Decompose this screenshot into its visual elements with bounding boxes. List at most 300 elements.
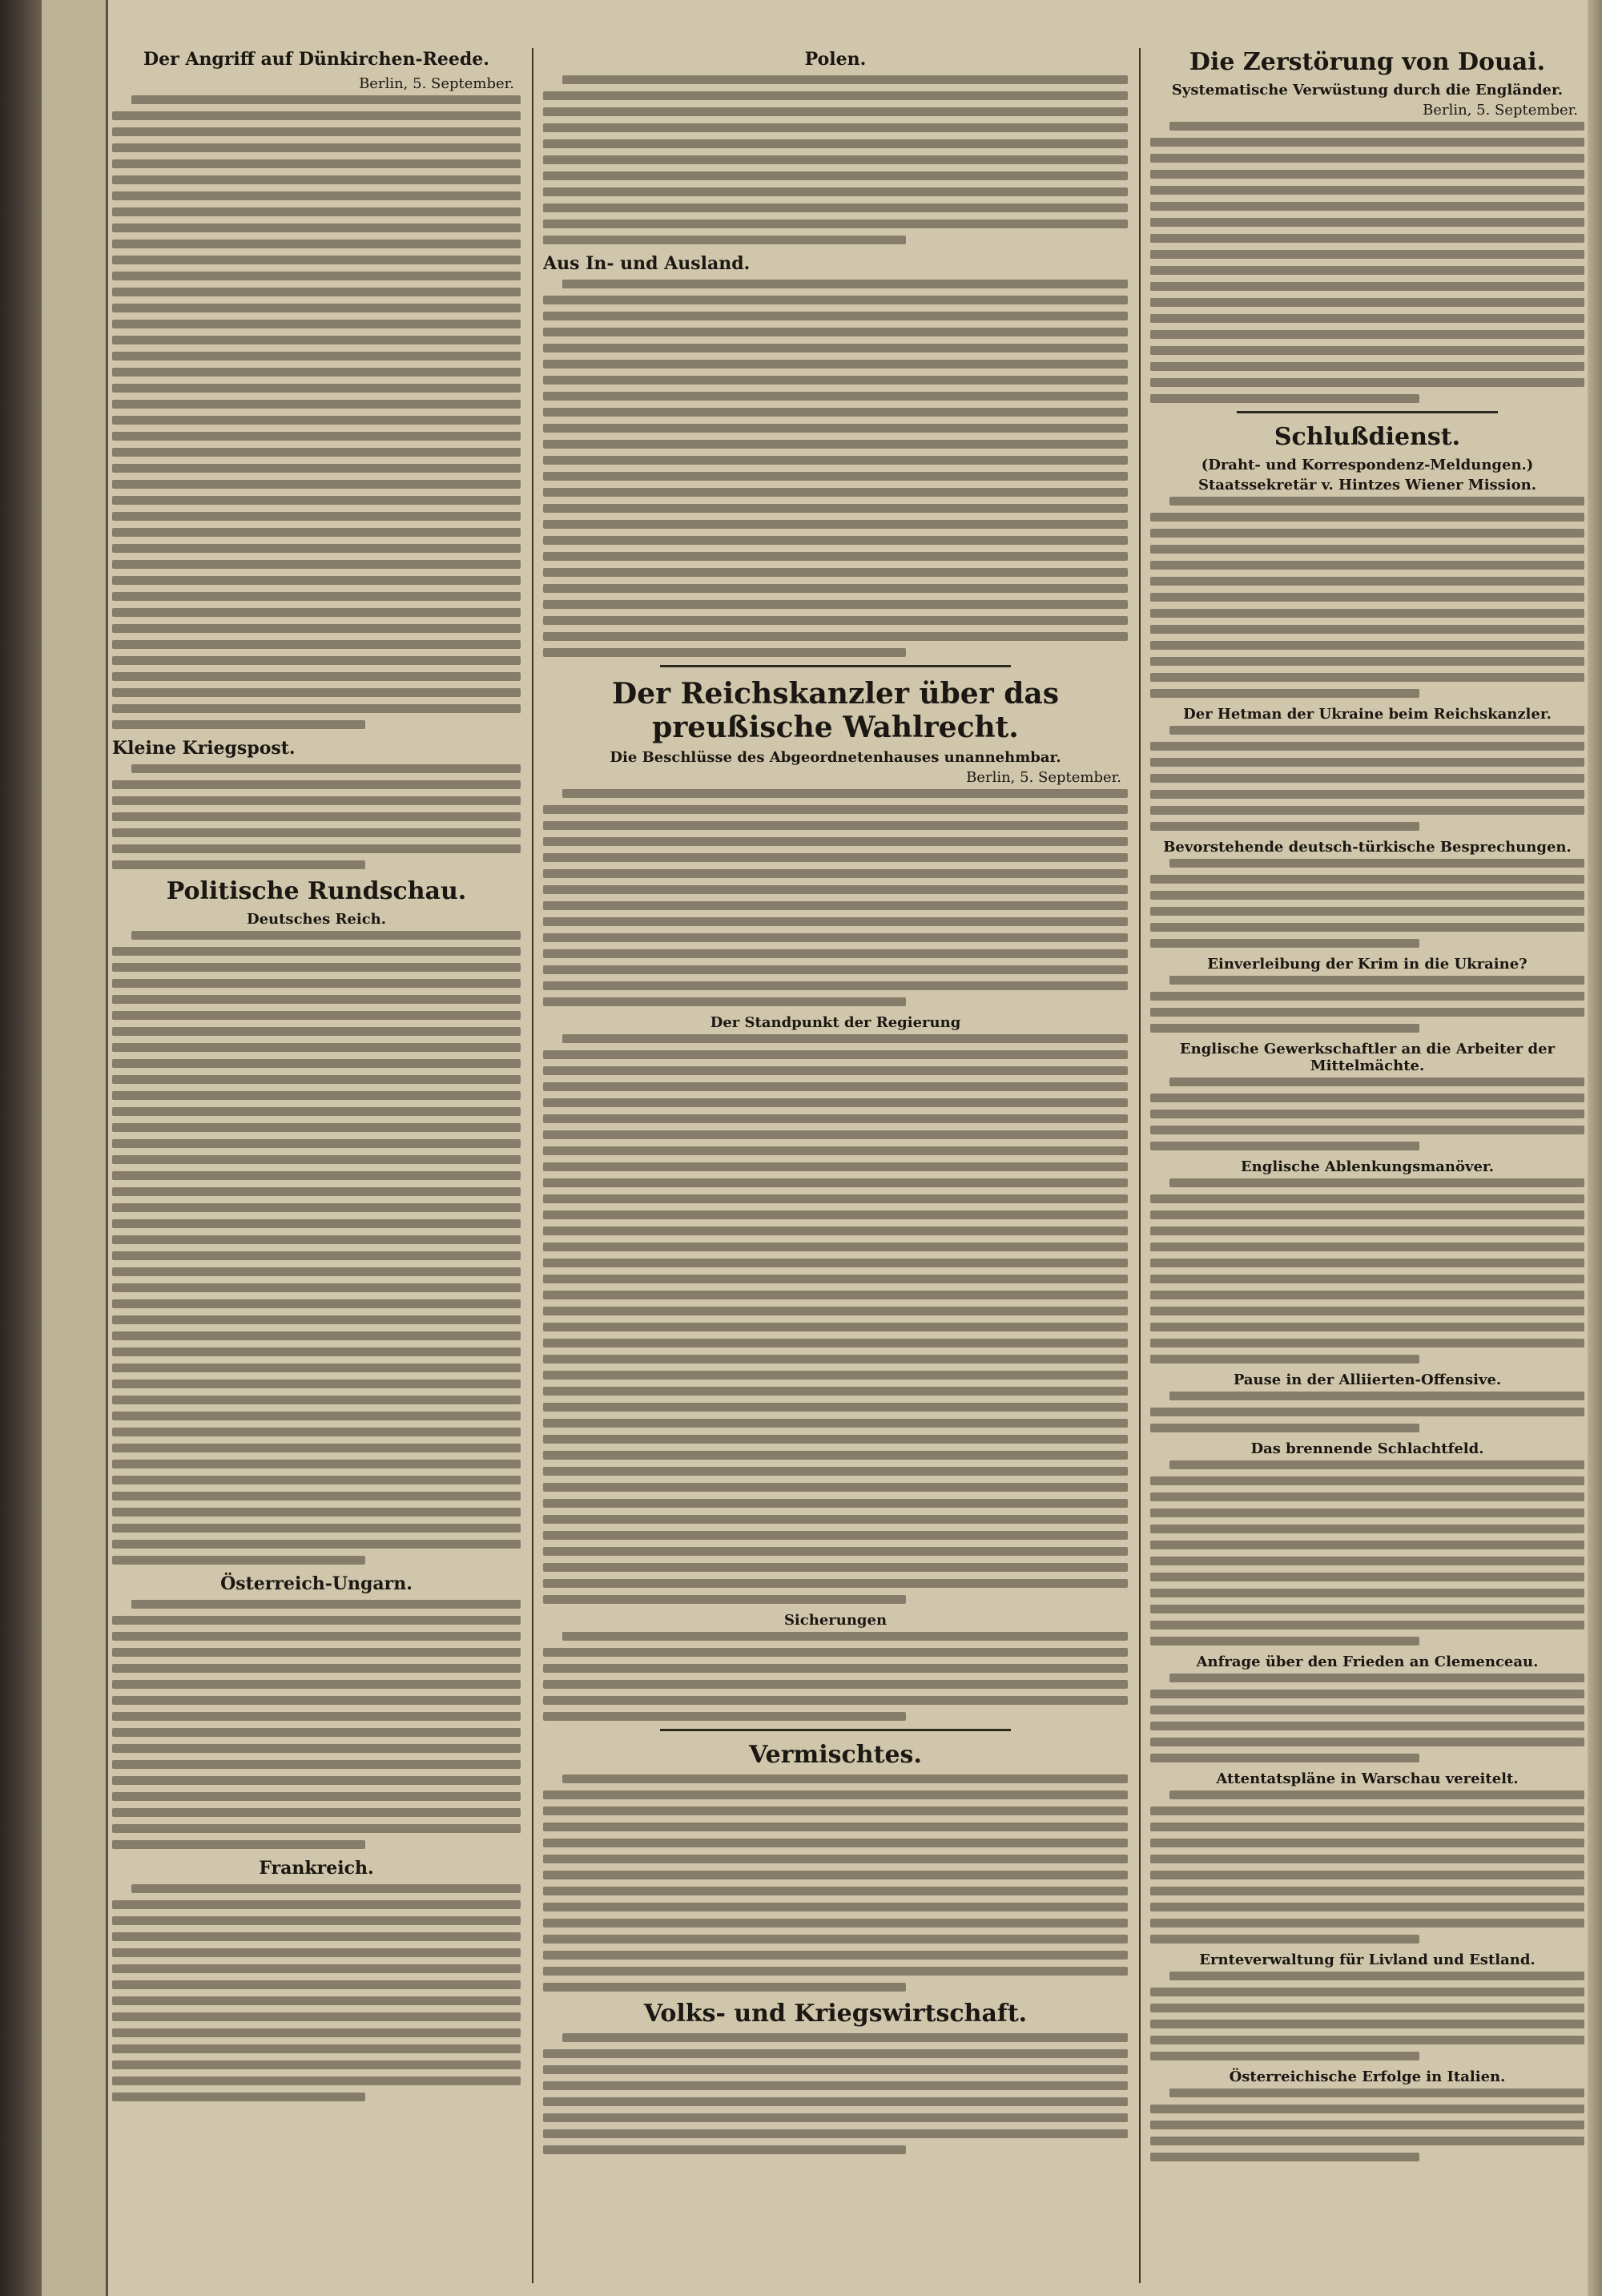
text-line (1150, 250, 1584, 259)
text-line (112, 400, 521, 409)
text-line (1150, 314, 1584, 323)
text-line (543, 1547, 1128, 1556)
text-line (1150, 1307, 1584, 1315)
text-line (543, 328, 1128, 336)
article-body (1150, 1078, 1584, 1150)
text-line (543, 1712, 906, 1721)
text-line (543, 1403, 1128, 1412)
text-line (543, 616, 1128, 625)
text-line (1150, 939, 1419, 948)
text-line (543, 1967, 1128, 1976)
text-line (543, 1696, 1128, 1705)
text-line (543, 1919, 1128, 1927)
text-line (543, 171, 1128, 180)
text-line (543, 584, 1128, 593)
text-line (1150, 346, 1584, 355)
text-line (1150, 593, 1584, 602)
text-line (543, 869, 1128, 878)
text-line (112, 1075, 521, 1084)
text-line (1150, 1008, 1584, 1017)
text-line (112, 1492, 521, 1500)
text-line (112, 207, 521, 216)
text-line (112, 1171, 521, 1180)
text-line (112, 1299, 521, 1308)
text-line (543, 1355, 1128, 1364)
text-line (1150, 1227, 1584, 1235)
text-line (112, 995, 521, 1004)
section-divider (660, 665, 1011, 667)
section-subheading: Deutsches Reich. (246, 911, 387, 928)
text-line (112, 2028, 521, 2037)
text-line (543, 1275, 1128, 1283)
text-line (112, 1744, 521, 1753)
text-line (1150, 362, 1584, 371)
newspaper-page (112, 48, 1584, 2283)
text-line (543, 1259, 1128, 1267)
text-line (1150, 1243, 1584, 1251)
text-line (1150, 1210, 1584, 1219)
text-line (1150, 992, 1584, 1001)
headline-politische-rundschau: Politische Rundschau. (166, 877, 467, 905)
text-line (112, 464, 521, 473)
article-body (1150, 1972, 1584, 2060)
text-line (543, 1082, 1128, 1091)
text-line (112, 828, 521, 837)
article-body (543, 75, 1128, 244)
text-line (1150, 1807, 1584, 1815)
text-line (112, 1219, 521, 1228)
text-line (1150, 394, 1419, 403)
article-subheading: Die Beschlüsse des Abgeordnetenhauses unannehmbar. (610, 749, 1061, 766)
text-line (1150, 330, 1584, 339)
text-line (1150, 1887, 1584, 1895)
article-body (1150, 1674, 1584, 1762)
text-line (112, 1808, 521, 1817)
text-line (543, 917, 1128, 926)
kicker-heading: Pause in der Alliierten-Offensive. (1233, 1372, 1502, 1388)
dateline: Berlin, 5. September. (359, 75, 514, 92)
text-line (112, 240, 521, 248)
kicker-heading: Attentatspläne in Warschau vereitelt. (1216, 1770, 1519, 1787)
text-line (1169, 1674, 1584, 1682)
text-line (112, 336, 521, 344)
text-line (112, 624, 521, 633)
text-line (543, 568, 1128, 577)
text-line (112, 1648, 521, 1657)
text-line (112, 963, 521, 972)
text-line (543, 1467, 1128, 1476)
text-line (543, 1983, 906, 1992)
article-body (112, 1600, 521, 1849)
text-line (543, 1130, 1128, 1139)
text-line (1150, 1706, 1584, 1714)
text-line (543, 1664, 1128, 1673)
text-line (112, 1235, 521, 1244)
text-line (543, 632, 1128, 641)
text-line (1150, 1919, 1584, 1927)
section-divider (1237, 411, 1497, 413)
text-line (1150, 1690, 1584, 1698)
text-line (112, 544, 521, 553)
text-line (112, 224, 521, 232)
article-body (112, 1884, 521, 2101)
text-line (112, 1347, 521, 1356)
text-line (112, 672, 521, 681)
article-body (1150, 859, 1584, 948)
article-body (1150, 1392, 1584, 1432)
text-line (1169, 1178, 1584, 1187)
text-line (543, 1098, 1128, 1107)
headline-douai: Die Zerstörung von Douai. (1189, 48, 1546, 76)
text-line (543, 536, 1128, 545)
kicker-heading: Anfrage über den Frieden an Clemenceau. (1196, 1654, 1539, 1670)
section-divider (660, 1729, 1011, 1731)
text-line (112, 1091, 521, 1100)
dateline: Berlin, 5. September. (966, 769, 1121, 786)
text-line (543, 805, 1128, 814)
text-line (1150, 1855, 1584, 1863)
text-line (543, 360, 1128, 369)
text-line (112, 1444, 521, 1452)
text-line (112, 1776, 521, 1785)
text-line (1169, 1078, 1584, 1086)
text-line (112, 432, 521, 441)
text-line (1150, 2121, 1584, 2129)
text-line (543, 1648, 1128, 1657)
text-line (112, 656, 521, 665)
text-line (543, 901, 1128, 910)
headline-dunkirchen: Der Angriff auf Dünkirchen-Reede. (143, 49, 489, 70)
text-line (1150, 673, 1584, 682)
text-line (1150, 1935, 1419, 1944)
text-line (1169, 1972, 1584, 1980)
text-line (543, 1371, 1128, 1380)
text-line (112, 1508, 521, 1517)
text-line (543, 296, 1128, 304)
book-binding (0, 0, 42, 2296)
text-line (112, 1027, 521, 1036)
text-line (1150, 822, 1419, 831)
text-line (112, 640, 521, 649)
text-line (543, 408, 1128, 417)
text-line (1150, 529, 1584, 538)
text-line (112, 1616, 521, 1625)
headline-reichskanzler: Der Reichskanzler über das preußische Wahlrecht. (612, 677, 1059, 744)
text-line (1169, 2089, 1584, 2097)
text-line (112, 111, 521, 120)
column-left (112, 48, 521, 2283)
text-line (1150, 1738, 1584, 1746)
text-line (543, 155, 1128, 164)
text-line (1150, 378, 1584, 387)
text-line (1169, 122, 1584, 131)
text-line (543, 1951, 1128, 1960)
text-line (543, 1435, 1128, 1444)
text-line (543, 1114, 1128, 1123)
text-line (112, 127, 521, 136)
text-line (112, 448, 521, 457)
text-line (543, 1194, 1128, 1203)
text-line (112, 1412, 521, 1420)
article-body (1150, 1178, 1584, 1364)
column-middle (543, 48, 1128, 2283)
headline-frankreich: Frankreich. (259, 1858, 374, 1879)
text-line (1150, 923, 1584, 932)
text-line (543, 1871, 1128, 1879)
article-body (1150, 2089, 1584, 2161)
article-body (1150, 1460, 1584, 1645)
text-line (543, 456, 1128, 465)
text-line (1150, 1525, 1584, 1533)
text-line (1150, 1509, 1584, 1517)
text-line (112, 528, 521, 537)
text-line (1150, 1275, 1584, 1283)
text-line (1169, 497, 1584, 506)
text-line (543, 220, 1128, 228)
text-line (543, 1595, 906, 1604)
text-line (1150, 689, 1419, 698)
text-line (1150, 1637, 1419, 1645)
text-line (131, 764, 521, 773)
text-line (1150, 202, 1584, 211)
text-line (1150, 2052, 1419, 2060)
text-line (112, 1996, 521, 2005)
text-line (543, 1935, 1128, 1944)
text-line (112, 1155, 521, 1164)
text-line (1150, 1823, 1584, 1831)
text-line (1150, 186, 1584, 195)
text-line (543, 107, 1128, 116)
kicker-heading: Bevorstehende deutsch-türkische Besprechungen. (1163, 839, 1572, 856)
text-line (112, 1187, 521, 1196)
text-line (1169, 859, 1584, 868)
text-line (543, 1146, 1128, 1155)
text-line (1150, 1424, 1419, 1432)
text-line (543, 2097, 1128, 2106)
text-line (1150, 1476, 1584, 1485)
text-line (1169, 1392, 1584, 1400)
text-line (562, 280, 1128, 288)
article-body (1150, 497, 1584, 698)
text-line (543, 1807, 1128, 1815)
text-line (543, 1243, 1128, 1251)
article-body (543, 1774, 1128, 1992)
text-line (1150, 1492, 1584, 1501)
text-line (543, 1162, 1128, 1171)
text-line (543, 1499, 1128, 1508)
text-line (112, 1932, 521, 1941)
text-line (112, 1460, 521, 1468)
text-line (1150, 513, 1584, 522)
text-line (112, 1696, 521, 1705)
article-body (112, 931, 521, 1565)
text-line (543, 424, 1128, 433)
text-line (543, 981, 1128, 990)
text-line (112, 1428, 521, 1436)
text-line (562, 2033, 1128, 2042)
text-line (562, 1034, 1128, 1043)
text-line (1150, 1573, 1584, 1581)
text-line (543, 1339, 1128, 1347)
text-line (543, 1680, 1128, 1689)
text-line (543, 965, 1128, 974)
text-line (1150, 1605, 1584, 1613)
text-line (1150, 234, 1584, 243)
text-line (131, 1884, 521, 1893)
article-body (543, 2033, 1128, 2154)
text-line (1169, 1460, 1584, 1469)
text-line (112, 1331, 521, 1340)
text-line (1150, 1110, 1584, 1118)
text-line (112, 1632, 521, 1641)
text-line (1150, 2020, 1584, 2028)
text-line (543, 392, 1128, 401)
text-line (543, 885, 1128, 894)
text-line (543, 1323, 1128, 1331)
text-line (112, 256, 521, 264)
text-line (1150, 266, 1584, 275)
text-line (1150, 1754, 1419, 1762)
text-line (543, 1307, 1128, 1315)
text-line (112, 979, 521, 988)
text-line (1150, 154, 1584, 163)
article-body (543, 789, 1128, 1006)
text-line (112, 384, 521, 393)
text-line (112, 576, 521, 585)
text-line (543, 187, 1128, 196)
text-line (112, 1380, 521, 1388)
kicker-heading: Der Hetman der Ukraine beim Reichskanzler. (1183, 706, 1552, 723)
column-rule (1139, 48, 1141, 2283)
text-line (112, 780, 521, 789)
article-subheading: Systematische Verwüstung durch die Engländer. (1171, 82, 1564, 99)
text-line (543, 1790, 1128, 1799)
kicker-heading: Einverleibung der Krim in die Ukraine? (1207, 956, 1528, 973)
text-line (543, 1887, 1128, 1895)
article-body (543, 280, 1128, 657)
headline-schlussdienst: Schlußdienst. (1274, 423, 1461, 451)
text-line (1150, 758, 1584, 767)
text-line (112, 496, 521, 505)
kicker-heading: Englische Ablenkungsmanöver. (1240, 1158, 1495, 1175)
text-line (1150, 1323, 1584, 1331)
text-line (112, 1524, 521, 1533)
text-line (112, 159, 521, 168)
text-line (1150, 282, 1584, 291)
text-line (543, 997, 906, 1006)
text-line (1150, 625, 1584, 634)
text-line (543, 203, 1128, 212)
text-line (112, 860, 365, 869)
text-line (543, 440, 1128, 449)
text-line (112, 844, 521, 853)
text-line (112, 1664, 521, 1673)
text-line (543, 1227, 1128, 1235)
text-line (1150, 1339, 1584, 1347)
text-line (543, 2145, 906, 2154)
text-line (112, 1964, 521, 1973)
text-line (543, 123, 1128, 132)
text-line (112, 175, 521, 184)
text-line (1150, 1291, 1584, 1299)
article-body (1150, 1790, 1584, 1944)
text-line (1150, 2105, 1584, 2113)
text-line (543, 2129, 1128, 2138)
text-line (1150, 1557, 1584, 1565)
text-line (543, 1178, 1128, 1187)
text-line (1150, 1259, 1584, 1267)
text-line (112, 1980, 521, 1989)
text-line (1150, 790, 1584, 799)
text-line (112, 304, 521, 312)
text-line (1150, 545, 1584, 554)
text-line (112, 704, 521, 713)
column-rule (532, 48, 533, 2283)
headline-volkswirtschaft: Volks- und Kriegswirtschaft. (643, 2000, 1028, 2028)
text-line (112, 720, 365, 729)
text-line (112, 1315, 521, 1324)
text-line (131, 95, 521, 104)
text-line (543, 853, 1128, 862)
text-line (543, 1579, 1128, 1588)
text-line (112, 608, 521, 617)
text-line (112, 320, 521, 328)
text-line (112, 2012, 521, 2021)
text-line (562, 789, 1128, 798)
text-line (112, 1712, 521, 1721)
text-line (1169, 726, 1584, 735)
text-line (112, 947, 521, 956)
text-line (543, 2081, 1128, 2090)
text-line (543, 2049, 1128, 2058)
text-line (1150, 774, 1584, 783)
text-line (1150, 1589, 1584, 1597)
text-line (1169, 1790, 1584, 1799)
text-line (112, 1680, 521, 1689)
text-line (543, 949, 1128, 958)
text-line (1150, 1024, 1419, 1033)
text-line (112, 416, 521, 425)
text-line (112, 2044, 521, 2053)
text-line (543, 552, 1128, 561)
text-line (1150, 170, 1584, 179)
headline-kriegspost: Kleine Kriegspost. (112, 738, 296, 759)
text-line (562, 75, 1128, 84)
text-line (543, 472, 1128, 481)
text-line (112, 143, 521, 152)
headline-vermischtes: Vermischtes. (749, 1741, 922, 1769)
text-line (1150, 1621, 1584, 1629)
text-line (131, 1600, 521, 1609)
text-line (543, 488, 1128, 497)
text-line (112, 1760, 521, 1769)
text-line (112, 1948, 521, 1957)
text-line (112, 1728, 521, 1737)
text-line (543, 312, 1128, 320)
text-line (543, 1419, 1128, 1428)
text-line (543, 1903, 1128, 1911)
text-line (543, 2065, 1128, 2074)
text-line (543, 1387, 1128, 1396)
text-line (112, 1203, 521, 1212)
text-line (1150, 2137, 1584, 2145)
text-line (1150, 742, 1584, 751)
text-line (543, 648, 906, 657)
article-subheading: Der Standpunkt der Regierung (710, 1014, 961, 1031)
text-line (543, 1839, 1128, 1847)
article-body (543, 1632, 1128, 1721)
text-line (1150, 806, 1584, 815)
